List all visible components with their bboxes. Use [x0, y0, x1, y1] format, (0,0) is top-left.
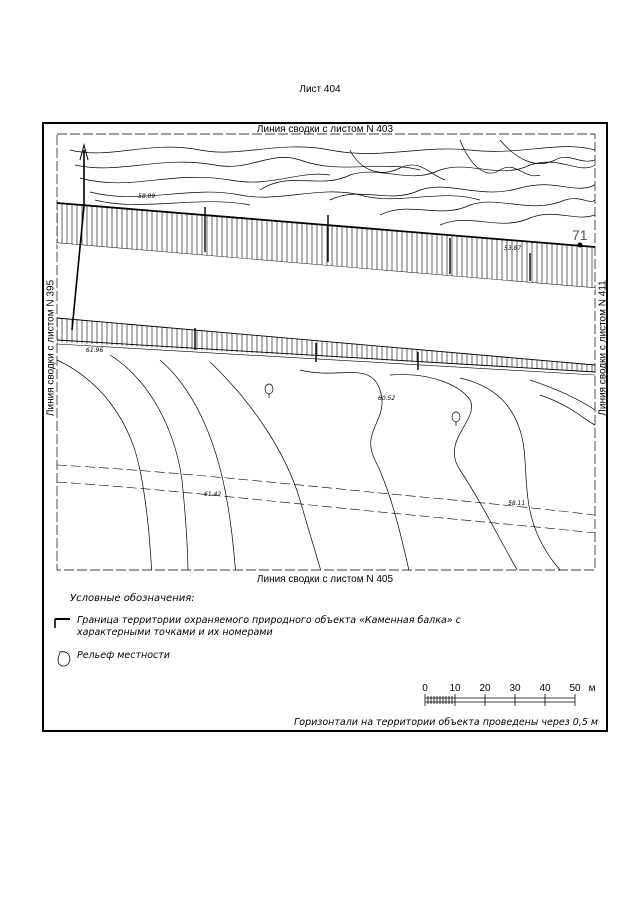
- dashed-tracks: [57, 465, 595, 533]
- scale-bar: [425, 694, 575, 706]
- sheet-title: Лист 404: [299, 84, 341, 95]
- boundary-point: [578, 243, 583, 248]
- join-line-north-label: Линия сводки с листом N 403: [256, 124, 394, 135]
- scale-label: 0: [422, 683, 428, 694]
- tree-icon: [452, 412, 460, 426]
- relief-legend-icon: [58, 652, 70, 666]
- contour-interval-note: Горизонтали на территории объекта проведены через 0,5 м: [294, 717, 599, 728]
- legend-boundary-text: Граница территории охраняемого природного объекта «Каменная балка» с характерными точками и их номерами: [77, 615, 461, 638]
- scale-label: 10: [449, 683, 461, 694]
- contour-lines-south: [57, 355, 595, 575]
- elevation-label: 60.52: [378, 395, 396, 402]
- elevation-label: 61.96: [86, 347, 104, 354]
- elevation-label: 58.11: [508, 500, 526, 507]
- scale-unit: м: [588, 683, 596, 694]
- point-number: 71: [572, 227, 588, 243]
- boundary-legend-icon: [55, 619, 70, 628]
- legend-relief-text: Рельеф местности: [77, 650, 170, 661]
- map-content: [57, 140, 595, 575]
- scale-label: 50: [569, 683, 581, 694]
- scale-label: 30: [509, 683, 521, 694]
- scale-label: 20: [479, 683, 491, 694]
- join-line-east-label: Линия сводки с листом N 411: [597, 280, 609, 416]
- elevation-label: 61.42: [204, 491, 222, 498]
- elevation-label: 53.87: [504, 245, 522, 252]
- legend-title: Условные обозначения:: [70, 593, 195, 604]
- join-line-south-label: Линия сводки с листом N 405: [256, 574, 394, 585]
- join-line-west-label: Линия сводки с листом N 395: [45, 279, 57, 417]
- elevation-label: 58.89: [138, 193, 156, 200]
- scale-label: 40: [539, 683, 551, 694]
- tree-icon: [265, 384, 273, 398]
